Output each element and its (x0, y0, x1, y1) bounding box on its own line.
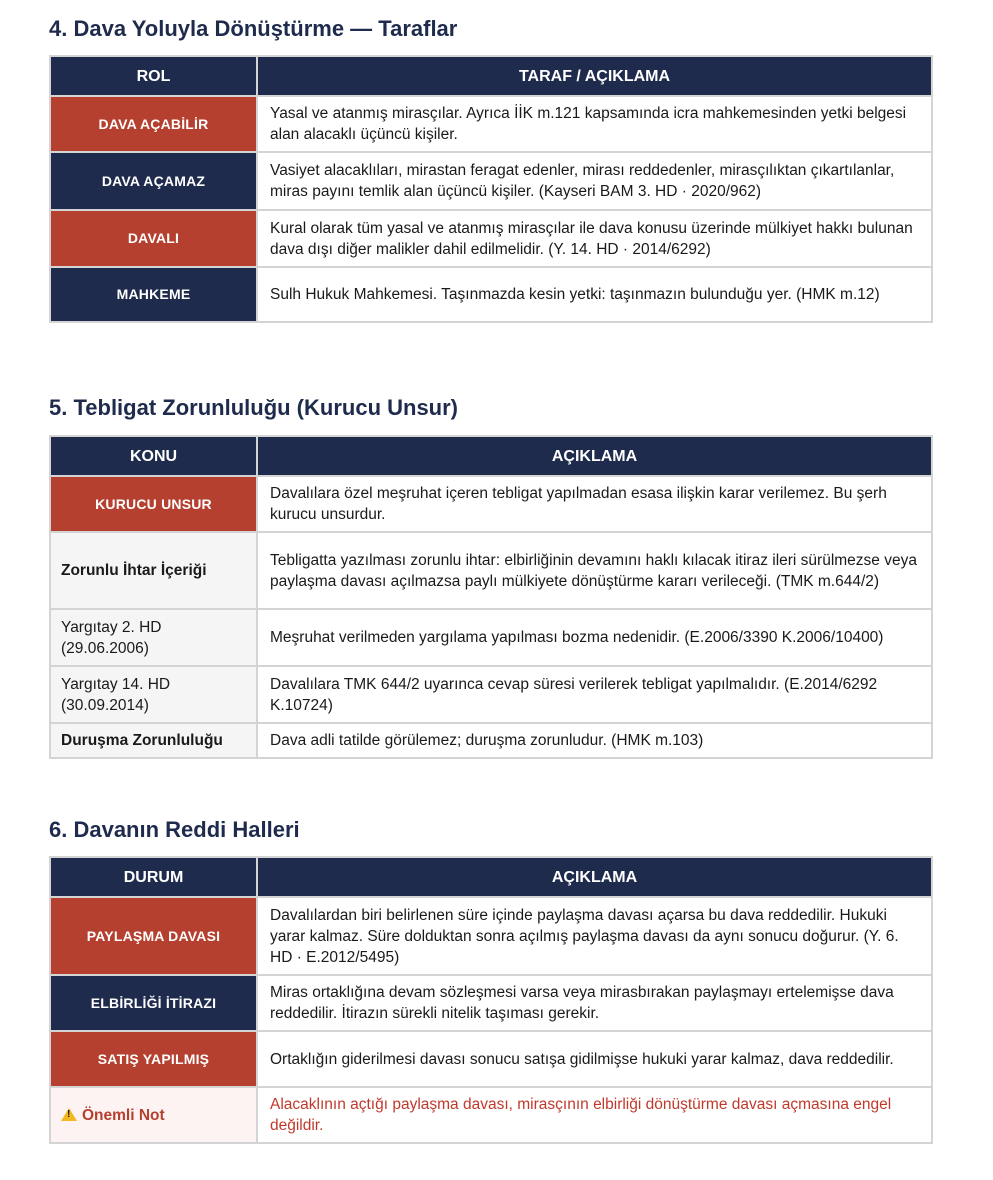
table-header-row (50, 857, 932, 897)
column-header-description: AÇIKLAMA (257, 436, 932, 476)
section-notification (49, 394, 931, 759)
parties-table (49, 55, 933, 323)
row-label: Duruşma Zorunluluğu (50, 723, 257, 758)
table-row (50, 1031, 932, 1087)
row-description: Davalılardan biri belirlenen süre içinde paylaşma davası açarsa bu dava reddedilir. Hukuki yarar kalmaz. Süre dolduktan sonra açılmış paylaşma davası da aynı sonucu doğurur. (Y. 6. HD · E.2012/5495) (257, 897, 932, 975)
row-description: Vasiyet alacaklıları, mirastan feragat edenler, mirası reddedenler, mirasçılıktan çıkartılanlar, miras payını temlik alan üçüncü kişiler. (Kayseri BAM 3. HD · 2020/962) (257, 152, 932, 210)
table-row (50, 152, 932, 210)
column-header-topic: KONU (50, 436, 257, 476)
table-header-row (50, 436, 932, 476)
column-header-status: DURUM (50, 857, 257, 897)
row-description: Dava adli tatilde görülemez; duruşma zorunludur. (HMK m.103) (257, 723, 932, 758)
column-header-description: AÇIKLAMA (257, 857, 932, 897)
column-header-role: ROL (50, 56, 257, 96)
warning-icon (61, 1108, 77, 1121)
row-description: Ortaklığın giderilmesi davası sonucu satışa gidilmişse hukuki yarar kalmaz, dava reddedilir. (257, 1031, 932, 1087)
note-text: Alacaklının açtığı paylaşma davası, mirasçının elbirliği dönüştürme davası açmasına engel değildir. (257, 1087, 932, 1143)
note-label: Önemli Not (82, 1106, 165, 1124)
table-row (50, 975, 932, 1031)
row-description: Yasal ve atanmış mirasçılar. Ayrıca İİK m.121 kapsamında icra mahkemesinden yetki belgesi alan alacaklı üçüncü kişiler. (257, 96, 932, 152)
table-row (50, 96, 932, 152)
table-row (50, 267, 932, 322)
role-badge: DAVA AÇABİLİR (50, 96, 257, 152)
table-row (50, 723, 932, 758)
dismissal-table (49, 856, 933, 1144)
section-title: 6. Davanın Reddi Halleri (49, 817, 300, 842)
table-row (50, 897, 932, 975)
table-row (50, 476, 932, 532)
row-description: Davalılara TMK 644/2 uyarınca cevap süresi verilerek tebligat yapılmalıdır. (E.2014/6292 K.10724) (257, 666, 932, 723)
role-badge: SATIŞ YAPILMIŞ (50, 1031, 257, 1087)
notification-table (49, 435, 933, 759)
row-description: Meşruhat verilmeden yargılama yapılması bozma nedenidir. (E.2006/3390 K.2006/10400) (257, 609, 932, 666)
row-label: Zorunlu İhtar İçeriği (50, 532, 257, 609)
row-description: Kural olarak tüm yasal ve atanmış mirasçılar ile dava konusu üzerinde mülkiyet hakkı bulunan dava dışı diğer malikler dahil edilmelidir. (Y. 14. HD · 2014/6292) (257, 210, 932, 267)
table-row (50, 609, 932, 666)
role-badge: KURUCU UNSUR (50, 476, 257, 532)
role-badge: ELBİRLİĞİ İTİRAZI (50, 975, 257, 1031)
section-dismissal (49, 816, 931, 1144)
note-label-cell (50, 1087, 257, 1143)
row-label: Yargıtay 2. HD (29.06.2006) (50, 609, 257, 666)
table-row (50, 532, 932, 609)
row-description: Sulh Hukuk Mahkemesi. Taşınmazda kesin yetki: taşınmazın bulunduğu yer. (HMK m.12) (257, 267, 932, 322)
section-parties (49, 15, 931, 323)
role-badge: DAVA AÇAMAZ (50, 152, 257, 210)
role-badge: DAVALI (50, 210, 257, 267)
role-badge: PAYLAŞMA DAVASI (50, 897, 257, 975)
row-description: Miras ortaklığına devam sözleşmesi varsa veya mirasbırakan paylaşmayı ertelemişse dava reddedilir. İtirazın sürekli nitelik taşıması gerekir. (257, 975, 932, 1031)
row-description: Tebligatta yazılması zorunlu ihtar: elbirliğinin devamını haklı kılacak itiraz ileri sürülmezse veya paylaşma davası açılmazsa paylı mülkiyete dönüştürme kararı verileceği. (TMK m.644/2) (257, 532, 932, 609)
row-description: Davalılara özel meşruhat içeren tebligat yapılmadan esasa ilişkin karar verilemez. Bu şerh kurucu unsurdur. (257, 476, 932, 532)
table-row (50, 210, 932, 267)
table-header-row (50, 56, 932, 96)
row-label: Yargıtay 14. HD (30.09.2014) (50, 666, 257, 723)
column-header-description: TARAF / AÇIKLAMA (257, 56, 932, 96)
section-title: 5. Tebligat Zorunluluğu (Kurucu Unsur) (49, 395, 459, 420)
role-badge: MAHKEME (50, 267, 257, 322)
table-row (50, 666, 932, 723)
section-title: 4. Dava Yoluyla Dönüştürme — Taraflar (49, 16, 458, 41)
note-row (50, 1087, 932, 1143)
